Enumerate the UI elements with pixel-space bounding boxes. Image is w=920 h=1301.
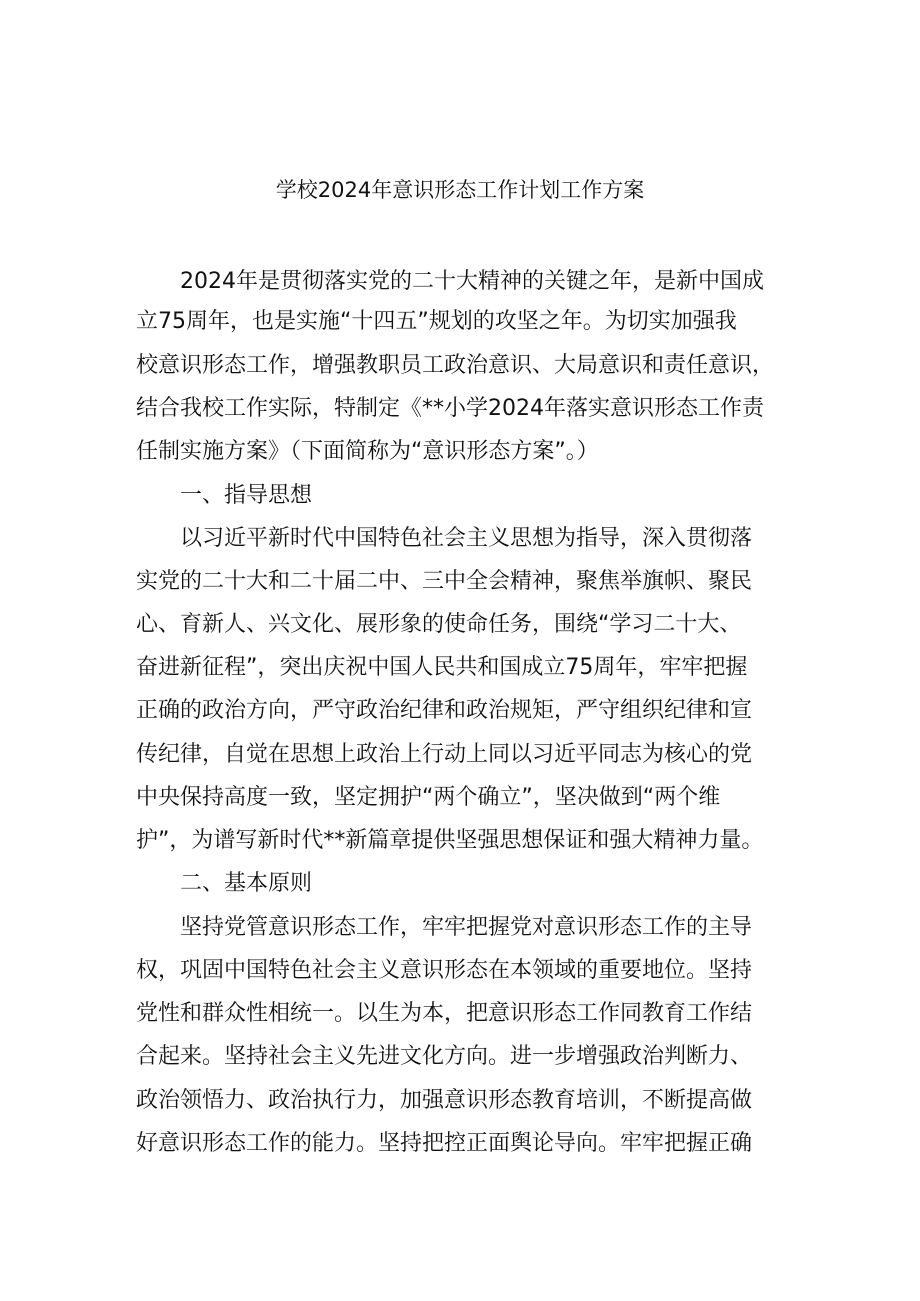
paragraph-line: 合起来。坚持社会主义先进文化方向。进一步增强政治判断力、 xyxy=(136,1044,753,1069)
paragraph-line: 权，巩固中国特色社会主义意识形态在本领域的重要地位。坚持 xyxy=(136,958,753,983)
paragraph-line: 中央保持高度一致，坚定拥护“两个确立”，坚决做到“两个维 xyxy=(136,785,721,810)
paragraph-line: 奋进新征程”，突出庆祝中国人民共和国成立75周年，牢牢把握 xyxy=(136,655,748,680)
section-heading: 二、基本原则 xyxy=(180,871,313,896)
section-heading: 一、指导思想 xyxy=(180,483,313,508)
paragraph-line: 传纪律，自觉在思想上政治上行动上同以习近平同志为核心的党 xyxy=(136,742,753,767)
document-title: 学校2024年意识形态工作计划工作方案 xyxy=(275,178,645,202)
paragraph-line: 好意识形态工作的能力。坚持把控正面舆论导向。牢牢把握正确 xyxy=(136,1131,753,1156)
paragraph-line: 结合我校工作实际，特制定《**小学2024年落实意识形态工作责 xyxy=(136,396,764,421)
paragraph-line: 立75周年，也是实施“十四五”规划的攻坚之年。为切实加强我 xyxy=(136,309,737,334)
paragraph-line: 任制实施方案》（下面简称为“意识形态方案”。） xyxy=(136,439,599,464)
paragraph-line: 2024年是贯彻落实党的二十大精神的关键之年，是新中国成 xyxy=(180,269,764,294)
paragraph-line: 政治领悟力、政治执行力，加强意识形态教育培训，不断提高做 xyxy=(136,1088,753,1113)
paragraph-line: 坚持党管意识形态工作，牢牢把握党对意识形态工作的主导 xyxy=(180,915,753,940)
paragraph-line: 护”，为谱写新时代**新篇章提供坚强思想保证和强大精神力量。 xyxy=(136,828,764,853)
paragraph-line: 心、育新人、兴文化、展形象的使命任务，围绕“学习二十大、 xyxy=(136,612,742,637)
paragraph-line: 党性和群众性相统一。以生为本，把意识形态工作同教育工作结 xyxy=(136,1001,753,1026)
paragraph-line: 实党的二十大和二十届二中、三中全会精神，聚焦举旗帜、聚民 xyxy=(136,569,753,594)
paragraph-line: 正确的政治方向，严守政治纪律和政治规矩，严守组织纪律和宣 xyxy=(136,698,753,723)
paragraph-line: 以习近平新时代中国特色社会主义思想为指导，深入贯彻落 xyxy=(180,526,753,551)
paragraph-line: 校意识形态工作，增强教职员工政治意识、大局意识和责任意识， xyxy=(136,353,775,378)
